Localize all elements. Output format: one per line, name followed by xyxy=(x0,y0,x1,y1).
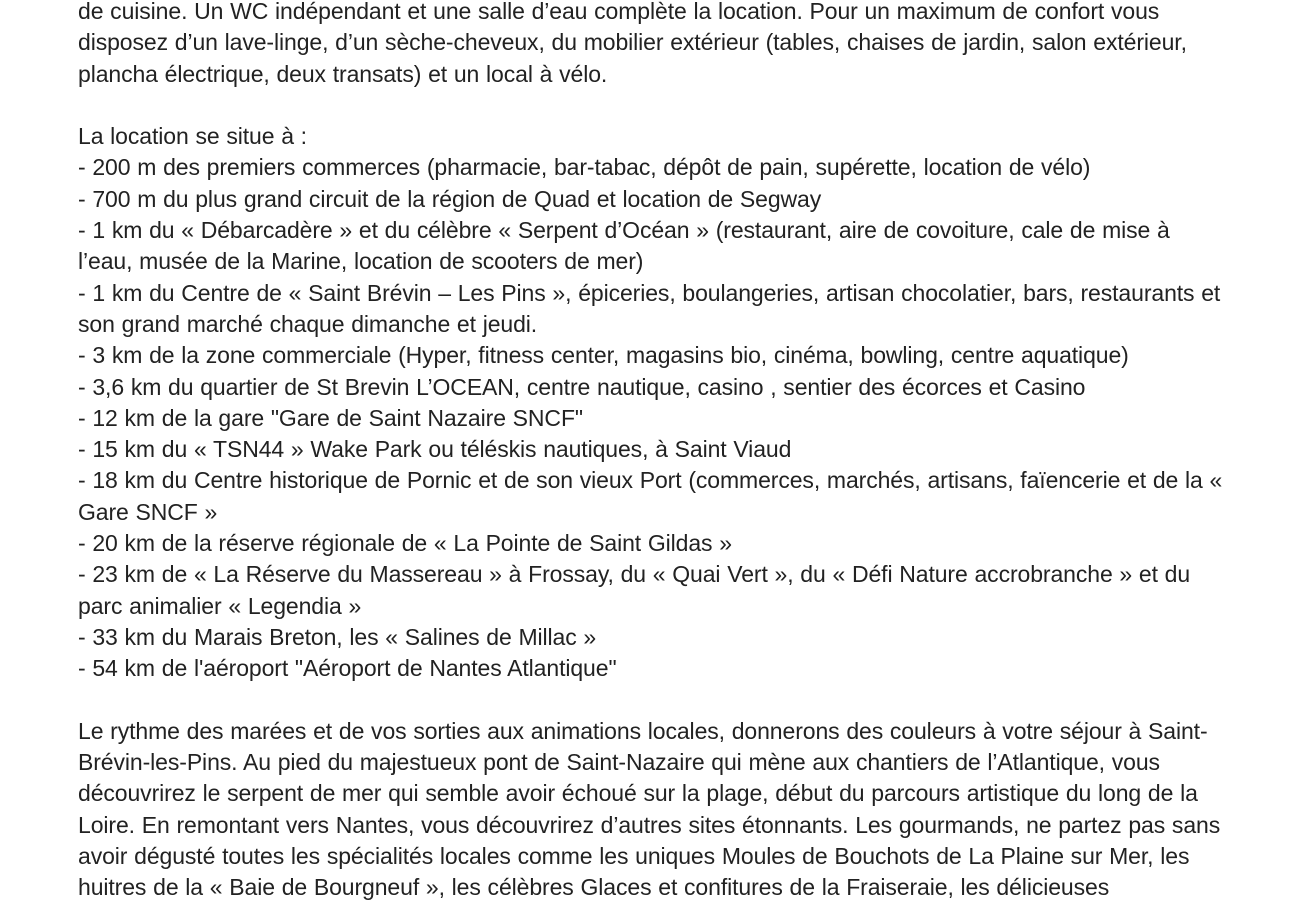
location-item: - 23 km de « La Réserve du Massereau » à Frossay, du « Quai Vert », du « Défi Nature accrobranche » et du parc animalier « Legendia » xyxy=(78,561,1191,619)
location-item: - 54 km de l'aéroport "Aéroport de Nantes Atlantique" xyxy=(78,655,617,682)
location-item: - 3,6 km du quartier de St Brevin L’OCEAN, centre nautique, casino , sentier des écorces et Casino xyxy=(78,373,1086,400)
listing-description xyxy=(78,0,1228,904)
location-item: - 20 km de la réserve régionale de « La Pointe de Saint Gildas » xyxy=(78,530,732,557)
location-item: - 18 km du Centre historique de Pornic et de son vieux Port (commerces, marchés, artisans, faïencerie et de la « Gare SNCF » xyxy=(78,467,1223,525)
location-item: - 3 km de la zone commerciale (Hyper, fitness center, magasins bio, cinéma, bowling, centre aquatique) xyxy=(78,342,1129,369)
location-item: - 33 km du Marais Breton, les « Salines de Millac » xyxy=(78,623,597,650)
location-item: - 200 m des premiers commerces (pharmacie, bar-tabac, dépôt de pain, supérette, location de vélo) xyxy=(78,154,1091,181)
outro-paragraph: Le rythme des marées et de vos sorties aux animations locales, donnerons des couleurs à votre séjour à Saint-Brévin-les-Pins. Au pied du majestueux pont de Saint-Nazaire qui mène aux chantiers de l’Atlantique, vous découvrirez le serpent de mer qui semble avoir échoué sur la plage, début du parcours artistique du long de la Loire. En remontant vers Nantes, vous découvrirez d’autres sites étonnants. Les gourmands, ne partez pas sans avoir dégusté toutes les spécialités locales comme les uniques Moules de Bouchots de La Plaine sur Mer, les huitres de la « Baie de Bourgneuf », les célèbres Glaces et confitures de la Fraiseraie, les délicieuses xyxy=(78,717,1221,901)
location-item: - 15 km du « TSN44 » Wake Park ou téléskis nautiques, à Saint Viaud xyxy=(78,436,792,463)
location-item: - 12 km de la gare "Gare de Saint Nazaire SNCF" xyxy=(78,404,583,431)
location-heading: La location se situe à : xyxy=(78,123,307,150)
intro-paragraph: de cuisine. Un WC indépendant et une salle d’eau complète la location. Pour un maximum de confort vous disposez d’un lave-linge, d’un sèche-cheveux, du mobilier extérieur (tables, chaises de jardin, salon extérieur, plancha électrique, deux transats) et un local à vélo. xyxy=(78,0,1187,87)
location-item: - 1 km du Centre de « Saint Brévin – Les Pins », épiceries, boulangeries, artisan chocolatier, bars, restaurants et son grand marché chaque dimanche et jeudi. xyxy=(78,279,1221,337)
location-list xyxy=(78,152,1228,684)
location-item: - 700 m du plus grand circuit de la région de Quad et location de Segway xyxy=(78,185,822,212)
location-section xyxy=(78,121,1228,684)
location-item: - 1 km du « Débarcadère » et du célèbre « Serpent d’Océan » (restaurant, aire de covoiture, cale de mise à l’eau, musée de la Marine, location de scooters de mer) xyxy=(78,217,1170,275)
